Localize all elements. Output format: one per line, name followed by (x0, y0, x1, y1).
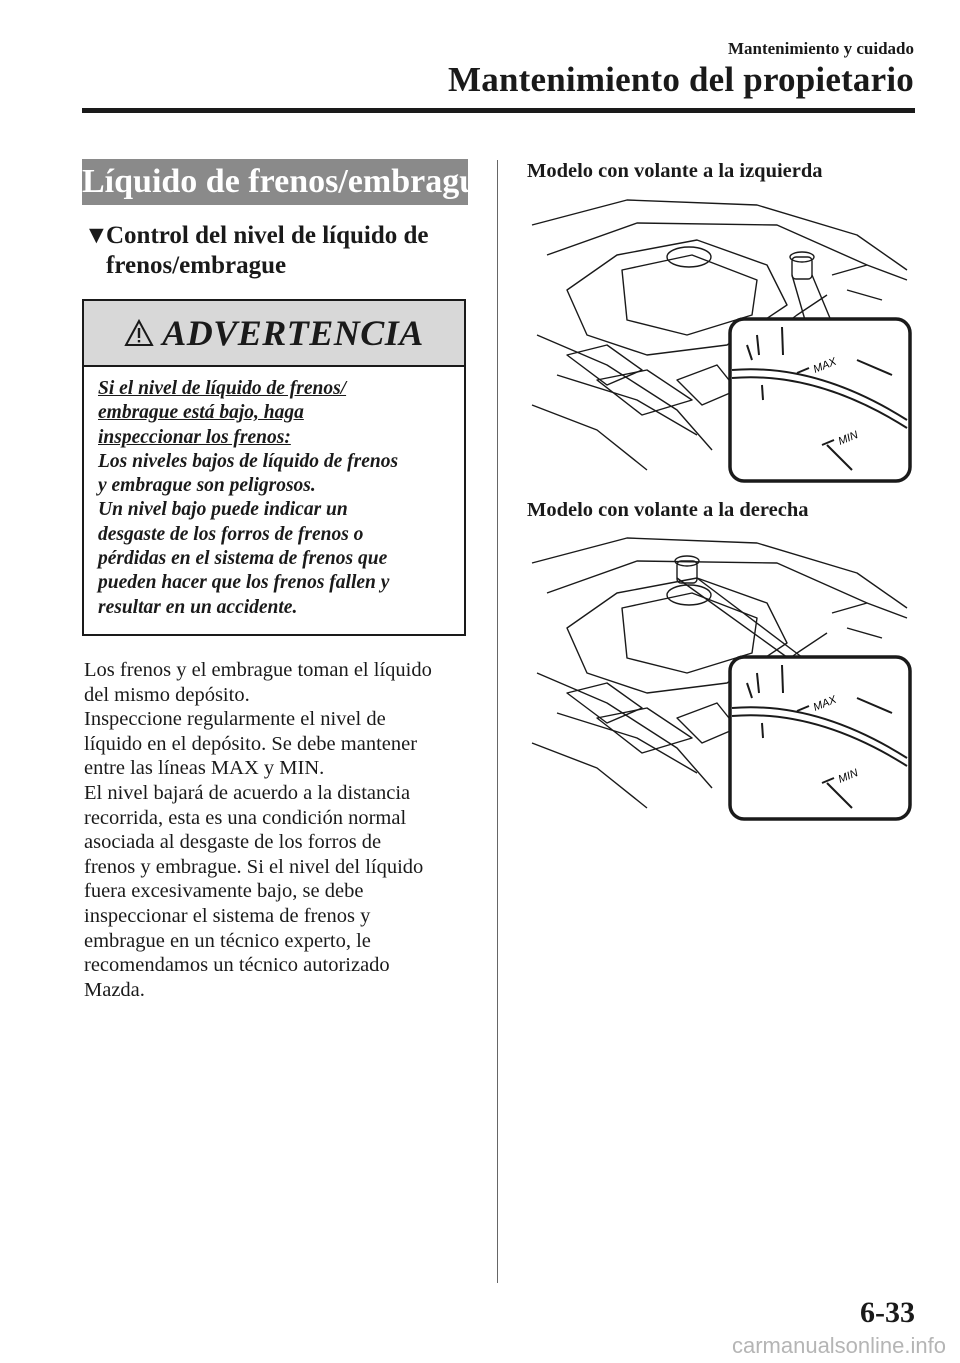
figure-caption-rhd: Modelo con volante a la derecha (527, 499, 809, 521)
body-line: El nivel bajará de acuerdo a la distancia (84, 781, 411, 804)
body-line: recorrida, esta es una condición normal (84, 806, 407, 829)
section-title-banner: Líquido de frenos/embrague (82, 159, 468, 205)
subheading (84, 221, 484, 281)
max-label: MAX (811, 693, 839, 714)
warning-header (84, 301, 464, 367)
header-rule (82, 108, 915, 113)
warning-line: Los niveles bajos de líquido de frenos (98, 450, 399, 472)
max-label: MAX (811, 355, 839, 376)
warning-line: desgaste de los forros de frenos o (98, 523, 364, 545)
body-line: Mazda. (84, 978, 145, 1001)
warning-line: Un nivel bajo puede indicar un (98, 499, 348, 521)
warning-box (82, 299, 466, 636)
warning-triangle-icon (124, 319, 154, 347)
min-label: MIN (836, 429, 860, 448)
warning-body (84, 367, 464, 620)
engine-bay-illustration-rhd (527, 533, 917, 823)
warning-title: ADVERTENCIA (162, 313, 424, 353)
subheading-line-2: frenos/embrague (106, 252, 287, 279)
body-line: embrague en un técnico experto, le (84, 929, 371, 952)
body-paragraph (84, 658, 484, 1002)
body-line: Los frenos y el embrague toman el líquido (84, 659, 432, 681)
figure-caption-lhd: Modelo con volante a la izquierda (527, 160, 823, 182)
warning-underlined-line: inspeccionar los frenos: (98, 426, 291, 448)
body-line: asociada al desgaste de los forros de (84, 831, 382, 854)
body-line: Inspeccione regularmente el nivel de (84, 708, 386, 731)
warning-line: pérdidas en el sistema de frenos que (98, 548, 388, 570)
page-number: 6-33 (860, 1296, 915, 1329)
min-label: MIN (836, 767, 860, 786)
watermark: carmanualsonline.info (731, 1333, 946, 1358)
triangle-bullet-icon: ▼ (84, 222, 109, 249)
warning-underlined-line: embrague está bajo, haga (98, 402, 304, 424)
body-line: fuera excesivamente bajo, se debe (84, 880, 364, 903)
body-line: líquido en el depósito. Se debe mantener (84, 732, 418, 755)
engine-bay-illustration-lhd (527, 195, 917, 485)
body-line: frenos y embrague. Si el nivel del líquido (84, 855, 424, 878)
subheading-line-1: Control del nivel de líquido de (106, 222, 429, 249)
body-line: recomendamos un técnico autorizado (84, 954, 390, 977)
column-divider (497, 160, 498, 1283)
body-line: inspeccionar el sistema de frenos y (84, 904, 371, 927)
body-line: del mismo depósito. (84, 683, 250, 706)
section-header: Mantenimiento del propietario (448, 60, 914, 99)
chapter-title: Mantenimiento y cuidado (727, 39, 914, 58)
warning-line: y embrague son peligrosos. (98, 475, 316, 497)
warning-line: pueden hacer que los frenos fallen y (98, 572, 390, 594)
body-line: entre las líneas MAX y MIN. (84, 757, 325, 780)
warning-line: resultar en un accidente. (98, 596, 298, 618)
warning-underlined-line: Si el nivel de líquido de frenos/ (98, 378, 347, 399)
